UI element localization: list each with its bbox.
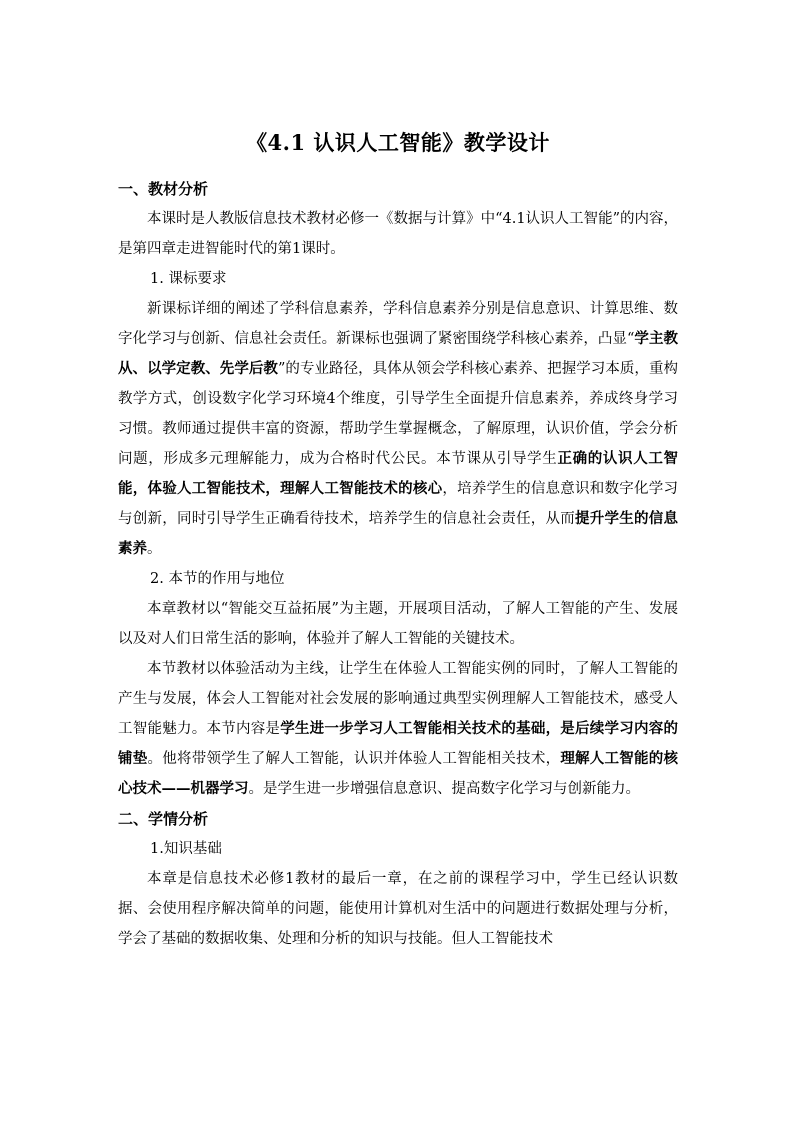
- paragraph-role-2: [118, 654, 678, 804]
- section-heading-textbook-analysis: 一、教材分析: [118, 180, 209, 198]
- text-run: ，培养学生的信息意识和数字化学习与创新，同时引导学生正确看待技术，培养学生的信息社会责任，从而: [118, 481, 679, 527]
- text-run: 本节教材以体验活动为主线，让学生在体验人工智能实例的同时，了解人工智能的产生与发展，体会人工智能对社会发展的影响通过典型实例理解人工智能技术，感受人工智能魅力。本节内容是: [118, 661, 678, 737]
- subsection-heading-role: 2. 本节的作用与地位: [150, 571, 285, 587]
- document-body: [118, 128, 678, 954]
- page-title: 《4.1 认识人工智能》教学设计: [246, 130, 550, 155]
- bold-run: 理解人工智能的核心技术——机器学习: [118, 750, 679, 797]
- paragraph-knowledge-base: 本章是信息技术必修1教材的最后一章，在之前的课程学习中，学生已经认识数据、会使用程序解决简单的问题，能使用计算机对生活中的问题进行数据处理与分析，学会了基础的数据收集、处理和分析的知识与技能。但人工智能技术: [118, 871, 678, 947]
- section-heading-learner-analysis: 二、学情分析: [118, 810, 209, 828]
- bold-run: 学生进一步学习人工智能相关技术的基础，是后续学习内容的铺垫: [118, 720, 679, 767]
- text-run: 。是学生进一步增强信息意识、提高数字化学习与创新能力。: [248, 781, 640, 797]
- paragraph-intro: 本课时是人教版信息技术教材必修一《数据与计算》中“4.1认识人工智能”的内容，是第四章走进智能时代的第1课时。: [118, 211, 678, 257]
- text-run: 。他将带领学生了解人工智能，认识并体验人工智能相关技术，: [147, 751, 561, 767]
- subsection-heading-knowledge-base: 1.知识基础: [150, 841, 222, 857]
- subsection-heading-curriculum: 1. 课标要求: [150, 271, 227, 287]
- text-run: 新课标详细的阐述了学科信息素养，学科信息素养分别是信息意识、计算思维、数字化学习与创新、信息社会责任。新课标也强调了紧密围绕学科核心素养，凸显“: [118, 301, 678, 347]
- paragraph-role-1: 本章教材以“智能交互益拓展”为主题，开展项目活动，了解人工智能的产生、发展以及对人们日常生活的影响，体验并了解人工智能的关键技术。: [118, 601, 678, 647]
- bold-run: 正确的认识人工智能，体验人工智能技术，理解人工智能技术的核心: [118, 450, 679, 497]
- bold-run: 学主教从、以学定教、先学后教: [118, 330, 678, 377]
- paragraph-curriculum: [118, 294, 678, 564]
- text-run: 。: [147, 541, 162, 557]
- text-run: ”的专业路径，具体从领会学科核心素养、把握学习本质，重构教学方式，创设数字化学习环境4个维度，引导学生全面提升信息素养，养成终身学习习惯。教师通过提供丰富的资源，帮助学生掌握概念，了解原理，认识价值，学会分析问题，形成多元理解能力，成为合格时代公民。本节课从引导学生: [118, 361, 679, 467]
- bold-run: 提升学生的信息素养: [118, 510, 679, 557]
